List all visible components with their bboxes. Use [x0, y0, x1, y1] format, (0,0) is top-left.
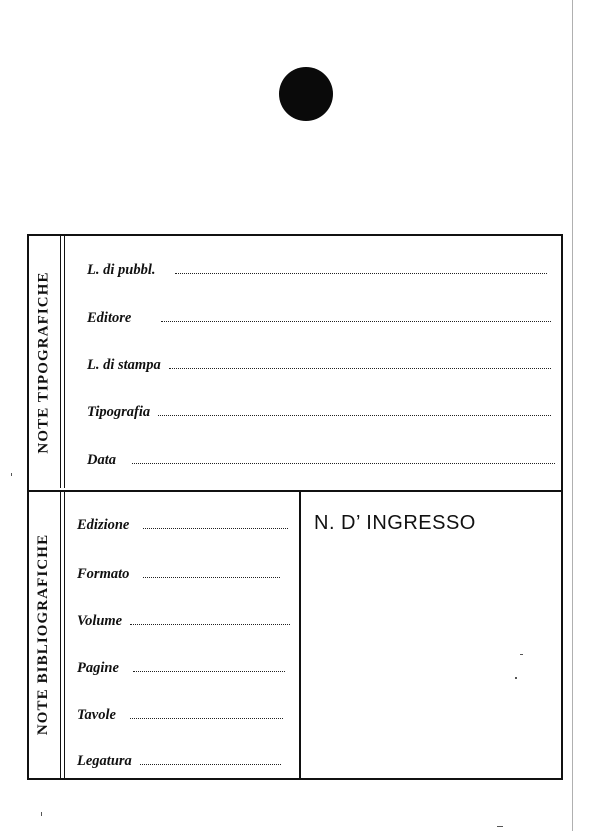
field-label: Legatura: [77, 753, 132, 769]
bibliografiche-title: NOTE BIBLIOGRAFICHE: [35, 533, 52, 735]
punch-hole-icon: [279, 67, 333, 121]
fill-line[interactable]: [130, 708, 283, 719]
section-divider: [29, 490, 561, 492]
fill-line[interactable]: [130, 614, 290, 625]
field-luogo-pubblicazione[interactable]: [87, 262, 547, 279]
field-label: L. di pubbl.: [87, 262, 156, 278]
ingresso-number-label: N. D’ INGRESSO: [314, 512, 476, 534]
field-label: Edizione: [77, 517, 130, 533]
sidebar-rule: [64, 236, 65, 488]
fill-line[interactable]: [143, 567, 280, 578]
field-legatura[interactable]: [77, 753, 281, 770]
fill-line[interactable]: [169, 358, 551, 369]
field-label: Tipografia: [87, 404, 151, 420]
field-editore[interactable]: [87, 310, 551, 327]
fill-line[interactable]: [132, 453, 555, 464]
paper-speck: [497, 826, 503, 827]
field-pagine[interactable]: [77, 660, 285, 677]
paper-speck: [41, 812, 42, 816]
ingresso-divider: [299, 490, 301, 778]
field-tipografia[interactable]: [87, 404, 551, 421]
field-edizione[interactable]: [77, 517, 288, 534]
field-label: Data: [87, 452, 116, 468]
sidebar-rule: [60, 490, 61, 778]
field-volume[interactable]: [77, 613, 290, 630]
field-label: L. di stampa: [87, 357, 161, 373]
sidebar-rule: [60, 236, 61, 488]
field-label: Tavole: [77, 707, 116, 723]
field-luogo-stampa[interactable]: [87, 357, 551, 374]
sidebar-rule: [64, 490, 65, 778]
field-label: Pagine: [77, 660, 119, 676]
fill-line[interactable]: [175, 263, 547, 274]
paper-speck: [11, 473, 12, 476]
paper-speck: [520, 654, 523, 655]
fill-line[interactable]: [143, 518, 288, 529]
fill-line[interactable]: [133, 661, 285, 672]
field-label: Volume: [77, 613, 123, 629]
fill-line[interactable]: [140, 754, 281, 765]
field-label: Editore: [87, 310, 132, 326]
fill-line[interactable]: [158, 405, 551, 416]
field-formato[interactable]: [77, 566, 280, 583]
tipografiche-title: NOTE TIPOGRAFICHE: [35, 270, 52, 454]
field-data[interactable]: [87, 452, 555, 469]
paper-edge-line: [572, 0, 573, 831]
field-tavole[interactable]: [77, 707, 283, 724]
field-label: Formato: [77, 566, 130, 582]
paper-speck: [515, 677, 517, 679]
fill-line[interactable]: [161, 311, 551, 322]
